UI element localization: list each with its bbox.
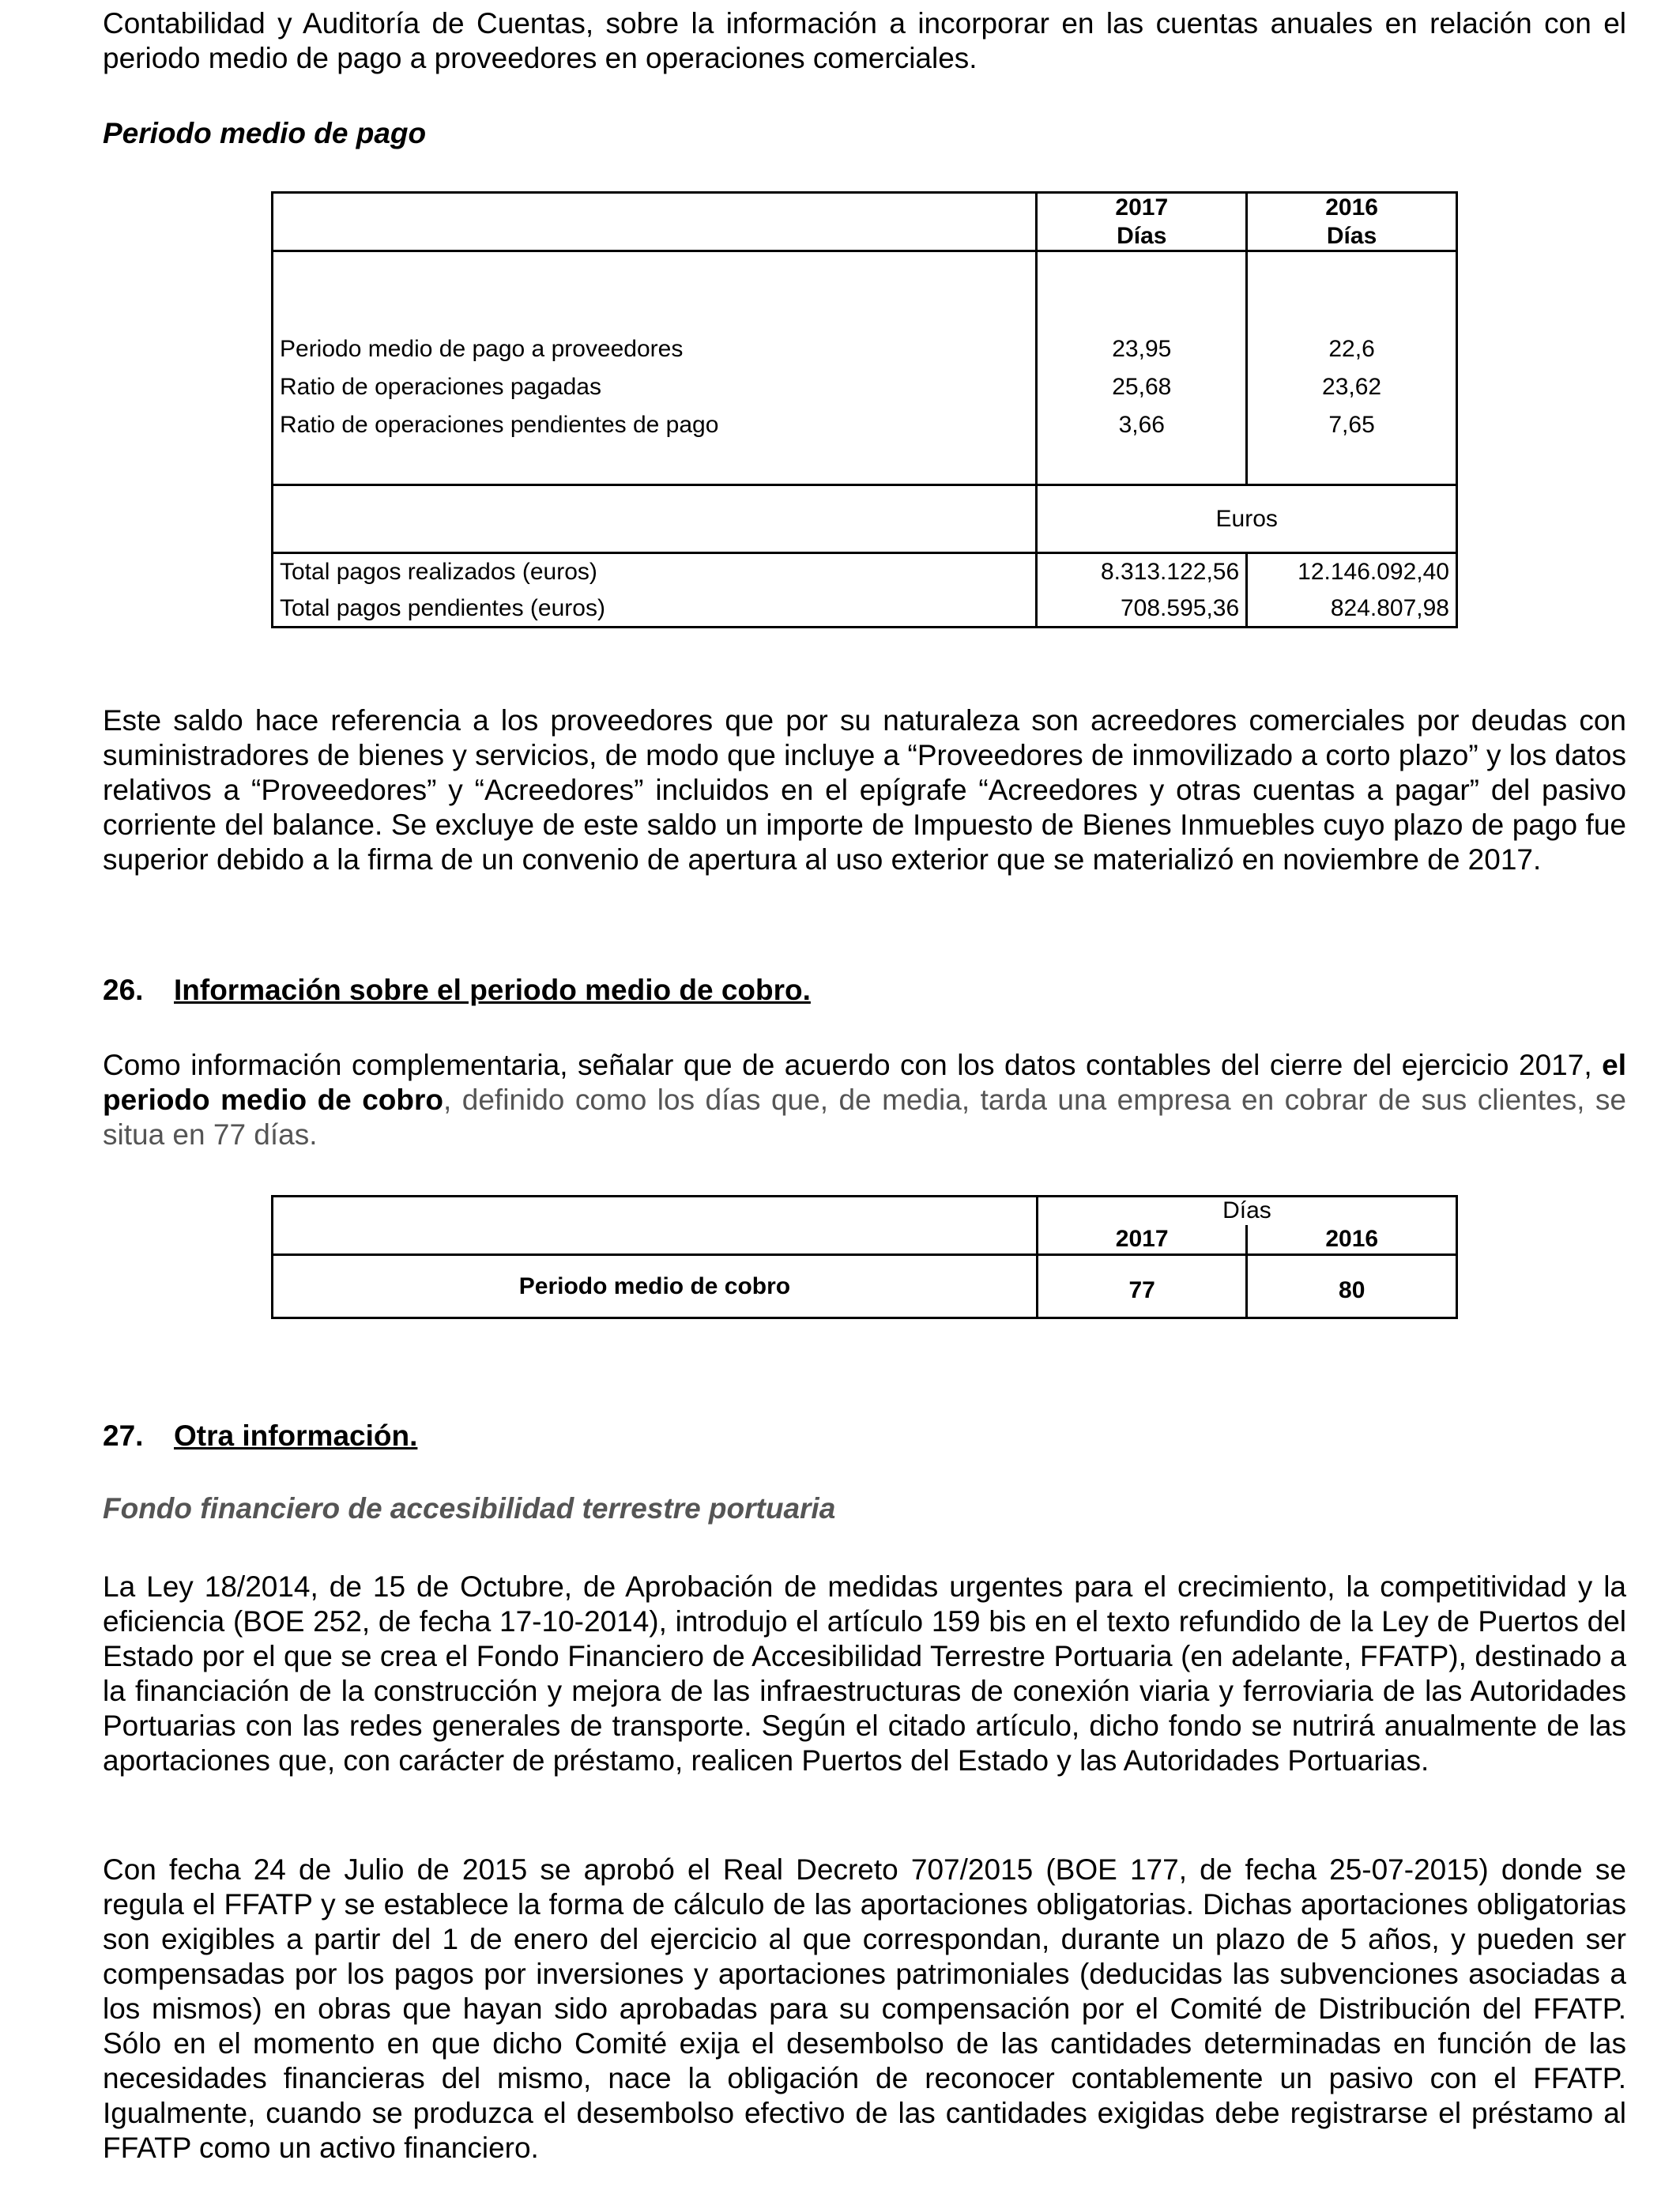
pmc-text-2: , definido como los días que, de media, tarda una empresa en cobrar de sus clientes, se situa en 77 días. [103,1084,1626,1151]
pmp-row-2017: 25,68 [1037,368,1247,406]
pmc-table [271,1195,1458,1319]
pmc-col-2016: 2016 [1247,1225,1457,1255]
ffatp-paragraph-1: La Ley 18/2014, de 15 de Octubre, de Aprobación de medidas urgentes para el crecimiento, la competitividad y la eficiencia (BOE 252, de fecha 17-10-2014), introdujo el artículo 159 bis en el texto refundido de la Ley de Puertos del Estado por el que se crea el Fondo Financiero de Accesibilidad Terrestre Portuaria (en adelante, FFATP), destinado a la financiación de la construcción y mejora de las infraestructuras de conexión viaria y ferroviaria de las Autoridades Portuarias con las redes generales de transporte. Según el citado artículo, dicho fondo se nutrirá anualmente de las aportaciones que, con carácter de préstamo, realicen Puertos del Estado y las Autoridades Portuarias. [103,1570,1626,1777]
section-26-paragraph [103,1048,1626,1152]
pmc-value-2016: 80 [1247,1255,1457,1318]
ffatp-paragraph-2: Con fecha 24 de Julio de 2015 se aprobó el Real Decreto 707/2015 (BOE 177, de fecha 25-07-2015) donde se regula el FFATP y se establece la forma de cálculo de las aportaciones obligatorias. Dichas aportaciones obligatorias son exigibles a partir del 1 de enero del ejercicio al que correspondan, durante un plazo de 5 años, y pueden ser compensadas por los pagos por inversiones y aportaciones patrimoniales (deducidas las subvenciones asociadas a los mismos) en obras que hayan sido aprobadas para su compensación por el Comité de Distribución del FFATP. Sólo en el momento en que dicho Comité exija el desembolso de las cantidades determinadas en función de las necesidades financieras del mismo, nace la obligación de reconocer contablemente un pasivo con el FFATP. Igualmente, cuando se produzca el desembolso efectivo de las cantidades exigidas debe registrarse el préstamo al FFATP como un activo financiero. [103,1853,1626,2164]
pmp-col-2016-year: 2016 [1247,193,1457,223]
pmc-text-bold: el periodo medio de cobro [103,1049,1626,1116]
pmp-row-label: Ratio de operaciones pagadas [273,368,1037,406]
table-row [273,591,1457,628]
section-number: 27. [103,1419,144,1452]
pmp-col-2016-unit: Días [1247,223,1457,251]
pmp-row-2016: 23,62 [1247,368,1457,406]
euros-label: Euros [1037,485,1457,553]
section-title: Información sobre el periodo medio de cobro. [174,974,811,1006]
section-27-heading [103,1419,417,1453]
pmc-value-2017: 77 [1037,1255,1247,1318]
euro-row-2016: 824.807,98 [1247,591,1457,628]
euro-row-2017: 708.595,36 [1037,591,1247,628]
pmc-unit: Días [1037,1197,1456,1225]
euro-row-2017: 8.313.122,56 [1037,553,1247,591]
pmp-row-2017: 23,95 [1037,330,1247,368]
pmc-text-1: Como información complementaria, señalar que de acuerdo con los datos contables del cierre del ejercicio 2017, [103,1049,1603,1081]
table-row [273,1255,1457,1318]
table-row [273,330,1457,368]
table-row [273,553,1457,591]
pmp-spacer [273,251,1037,330]
pmc-row-label: Periodo medio de cobro [273,1255,1038,1318]
pmp-col-2017-unit: Días [1037,223,1247,251]
table-row [273,406,1457,444]
pmp-row-2017: 3,66 [1037,406,1247,444]
intro-line-1: Contabilidad y Auditoría de Cuentas, sobre la información a incorporar en las cuentas anuales en relación con el [103,7,1626,40]
pmp-row-2016: 7,65 [1247,406,1457,444]
pmp-row-2016: 22,6 [1247,330,1457,368]
pmp-row-label: Periodo medio de pago a proveedores [273,330,1037,368]
euro-row-label: Total pagos realizados (euros) [273,553,1037,591]
ffatp-subheading: Fondo financiero de accesibilidad terrestre portuaria [103,1492,836,1525]
pmp-col-2017-year: 2017 [1037,193,1247,223]
section-26-heading [103,974,811,1007]
saldo-paragraph: Este saldo hace referencia a los proveedores que por su naturaleza son acreedores comerciales por deudas con suministradores de bienes y servicios, de modo que incluye a “Proveedores de inmovilizado a corto plazo” y los datos relativos a “Proveedores” y “Acreedores” incluidos en el epígrafe “Acreedores y otras cuentas a pagar” del pasivo corriente del balance. Se excluye de este saldo un importe de Impuesto de Bienes Inmuebles cuyo plazo de pago fue superior debido a la firma de un convenio de apertura al uso exterior que se materializó en noviembre de 2017. [103,704,1626,876]
pmp-empty-header [273,193,1037,251]
pmp-row-label: Ratio de operaciones pendientes de pago [273,406,1037,444]
euro-row-label: Total pagos pendientes (euros) [273,591,1037,628]
pmp-heading: Periodo medio de pago [103,117,427,149]
section-number: 26. [103,974,144,1006]
intro-line-2: periodo medio de pago a proveedores en operaciones comerciales. [103,42,977,74]
euro-row-2016: 12.146.092,40 [1247,553,1457,591]
table-row [273,368,1457,406]
pmc-col-2017: 2017 [1037,1225,1247,1255]
section-title: Otra información. [174,1419,418,1452]
pmp-table [271,191,1458,628]
